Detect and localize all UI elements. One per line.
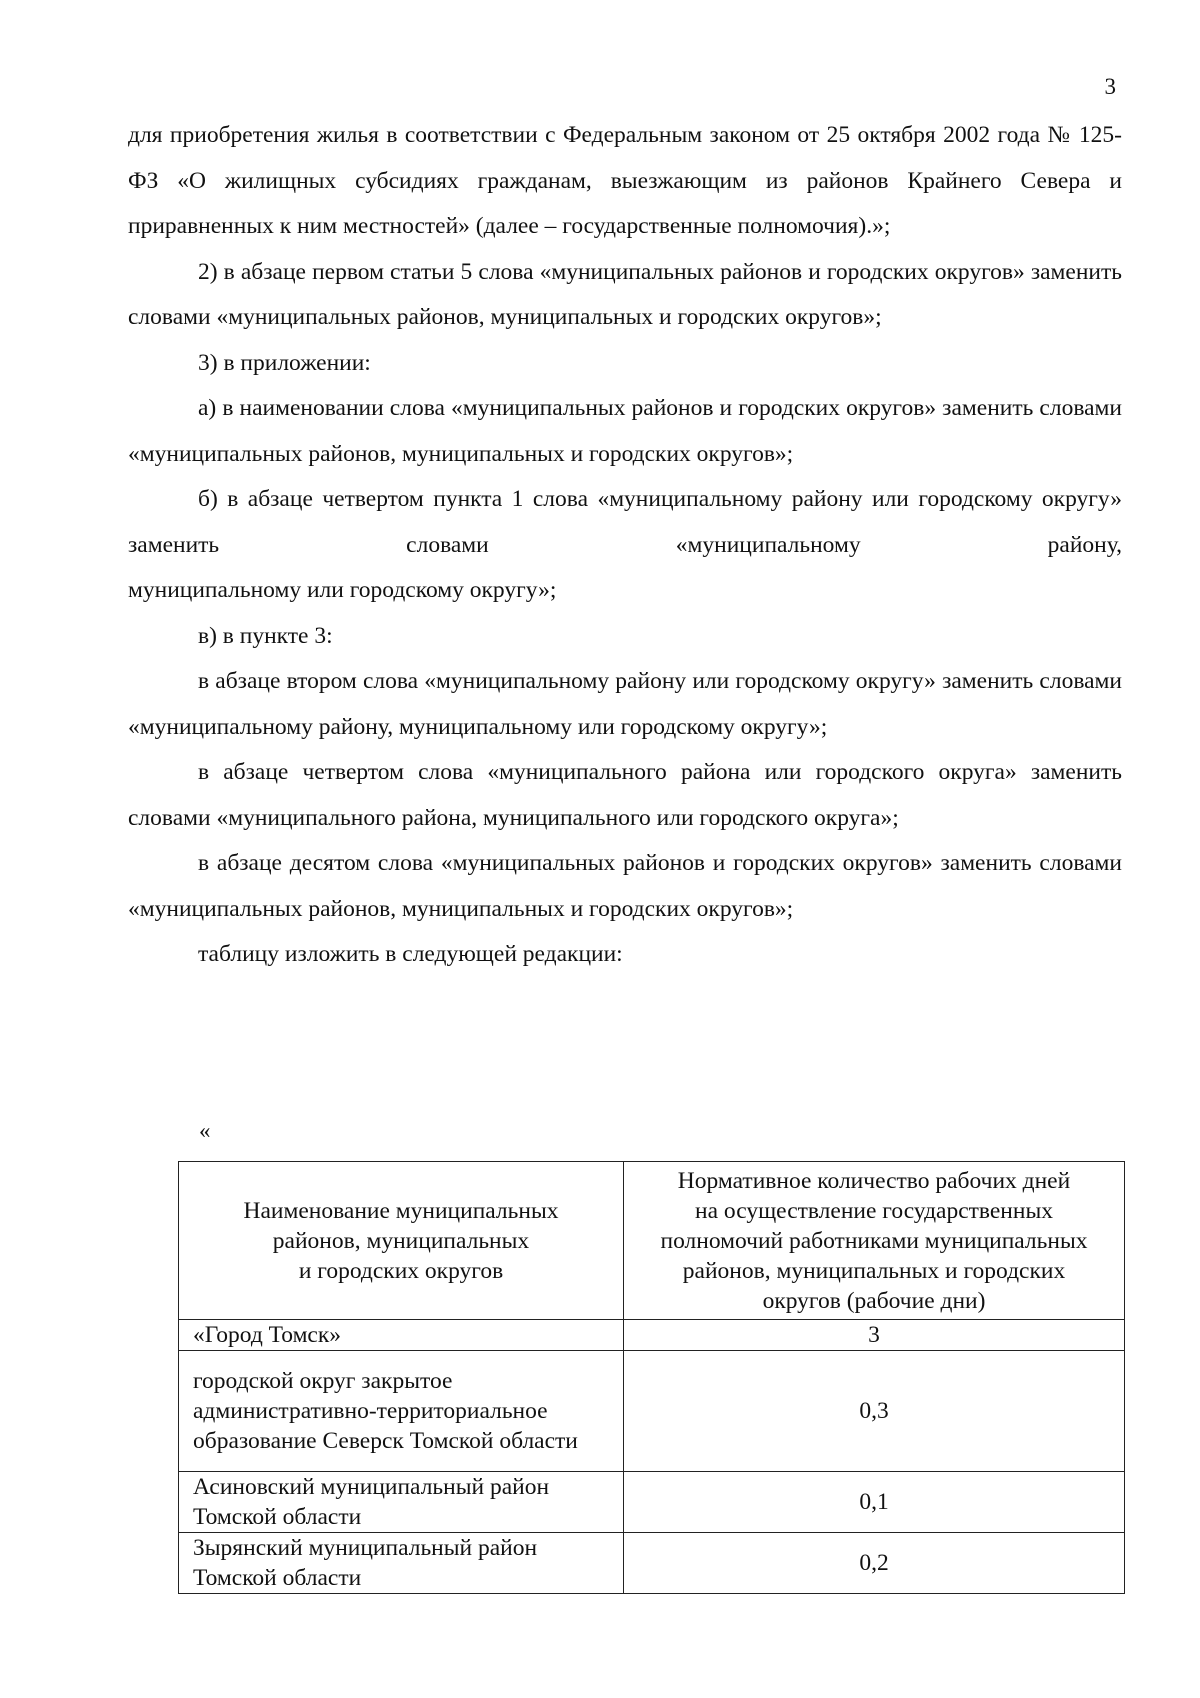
paragraph-item-b-continued: муниципальному или городскому округу»; [128, 577, 557, 603]
paragraph-item-2: 2) в абзаце первом статьи 5 слова «муниципальных районов и городских округов» заменить словами «муниципальных районов, муниципальных и городских округов»; [128, 258, 1122, 330]
municipality-name-cell: «Город Томск» [179, 1320, 624, 1351]
workdays-norm-table [178, 1161, 1125, 1594]
table-row [179, 1320, 1125, 1351]
document-body [128, 113, 1122, 978]
header-workdays-norm: Нормативное количество рабочих дней на осуществление государственных полномочий работниками муниципальных районов, муниципальных и городских округов (рабочие дни) [624, 1162, 1125, 1320]
paragraph-item-v: в) в пункте 3: [198, 622, 333, 649]
paragraph-housing-law: для приобретения жилья в соответствии с Федеральным законом от 25 октября 2002 года № 125-ФЗ «О жилищных субсидиях гражданам, выезжающим из районов Крайнего Севера и приравненных к ним местностей» (далее – государственные полномочия).»; [128, 122, 1122, 239]
paragraph-item-b: б) в абзаце четвертом пункта 1 слова «муниципальному району или городскому округу» заменить словами «муниципальному району, [128, 486, 1122, 558]
workdays-value-cell: 0,3 [624, 1351, 1125, 1472]
opening-quote-mark: « [199, 1118, 211, 1143]
paragraph-second-abzac: в абзаце втором слова «муниципальному району или городскому округу» заменить словами «муниципальному району, муниципальному или городскому округу»; [128, 668, 1122, 740]
table-row [179, 1533, 1125, 1594]
municipality-name-cell: Зырянский муниципальный район Томской области [179, 1533, 624, 1594]
paragraph-item-a: а) в наименовании слова «муниципальных районов и городских округов» заменить словами «муниципальных районов, муниципальных и городских округов»; [128, 395, 1122, 467]
municipality-name-cell: Асиновский муниципальный район Томской области [179, 1472, 624, 1533]
table-header-row [179, 1162, 1125, 1320]
header-municipality-name: Наименование муниципальных районов, муниципальных и городских округов [179, 1162, 624, 1320]
table-row [179, 1351, 1125, 1472]
table-row [179, 1472, 1125, 1533]
workdays-value-cell: 0,2 [624, 1533, 1125, 1594]
workdays-value-cell: 0,1 [624, 1472, 1125, 1533]
workdays-value-cell: 3 [624, 1320, 1125, 1351]
paragraph-fourth-abzac: в абзаце четвертом слова «муниципального района или городского округа» заменить словами «муниципального района, муниципального или городского округа»; [128, 759, 1122, 831]
page-number: 3 [1104, 74, 1116, 99]
paragraph-item-3: 3) в приложении: [198, 349, 371, 376]
municipality-name-cell: городской округ закрытое административно-территориальное образование Северск Томской области [179, 1351, 624, 1472]
paragraph-tenth-abzac: в абзаце десятом слова «муниципальных районов и городских округов» заменить словами «муниципальных районов, муниципальных и городских округов»; [128, 850, 1122, 922]
paragraph-table-intro: таблицу изложить в следующей редакции: [198, 941, 623, 967]
